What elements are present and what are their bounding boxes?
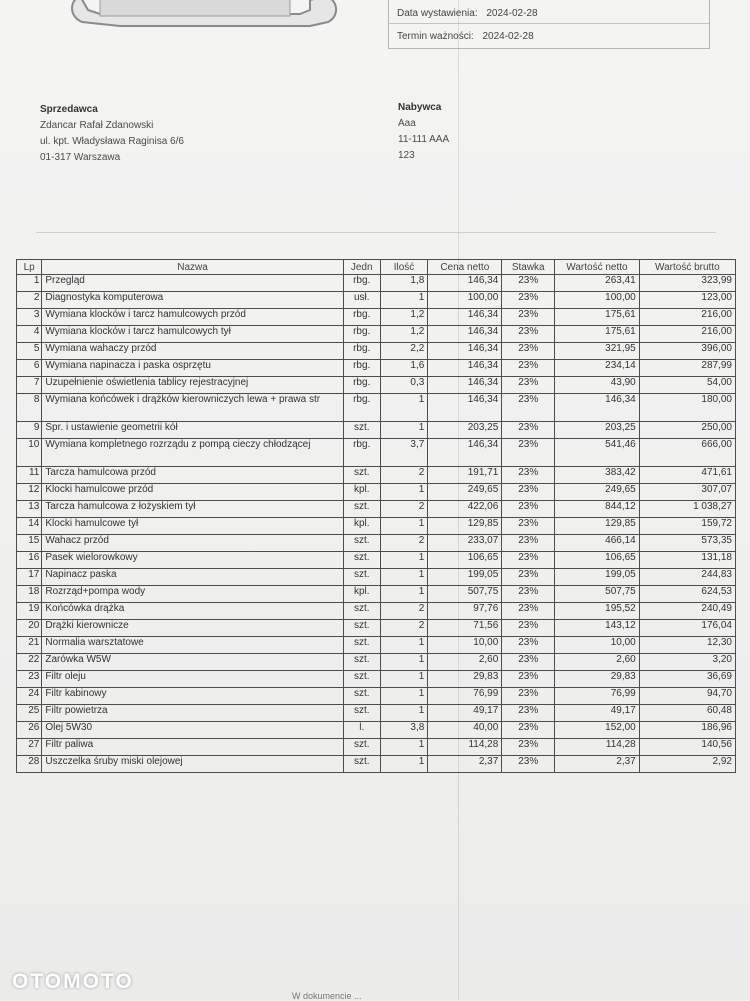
row-gross: 131,18 (639, 552, 735, 569)
col-header-gross: Wartość brutto (639, 260, 735, 275)
row-lp: 21 (17, 637, 42, 654)
row-net: 2,60 (555, 654, 640, 671)
row-lp: 7 (17, 377, 42, 394)
row-qty: 1 (380, 484, 428, 501)
row-vat: 23% (502, 326, 555, 343)
row-vat: 23% (502, 309, 555, 326)
row-vat: 23% (502, 518, 555, 535)
row-lp: 10 (17, 439, 42, 467)
table-row (17, 467, 736, 484)
row-price: 146,34 (428, 309, 502, 326)
table-row (17, 439, 736, 467)
due-date-value: 2024-02-28 (482, 31, 534, 42)
row-unit: usł. (343, 292, 380, 309)
buyer-line3: 123 (398, 150, 415, 161)
row-qty: 3,7 (380, 439, 428, 467)
row-price: 100,00 (428, 292, 502, 309)
row-qty: 2 (380, 535, 428, 552)
row-net: 143,12 (555, 620, 640, 637)
row-price: 507,75 (428, 586, 502, 603)
row-vat: 23% (502, 756, 555, 773)
row-vat: 23% (502, 501, 555, 518)
row-qty: 1 (380, 705, 428, 722)
row-vat: 23% (502, 671, 555, 688)
row-lp: 23 (17, 671, 42, 688)
row-name: Wymiana wahaczy przód (42, 343, 343, 360)
row-vat: 23% (502, 552, 555, 569)
row-unit: l. (343, 722, 380, 739)
seller-heading: Sprzedawca (40, 104, 98, 115)
row-gross: 1 038,27 (639, 501, 735, 518)
row-name: Wymiana napinacza i paska osprzętu (42, 360, 343, 377)
row-vat: 23% (502, 343, 555, 360)
row-net: 466,14 (555, 535, 640, 552)
table-row (17, 739, 736, 756)
row-price: 146,34 (428, 439, 502, 467)
row-net: 43,90 (555, 377, 640, 394)
row-price: 422,06 (428, 501, 502, 518)
row-unit: szt. (343, 756, 380, 773)
buyer-line2: 11-111 AAA (398, 134, 450, 145)
row-lp: 17 (17, 569, 42, 586)
col-header-name: Nazwa (42, 260, 343, 275)
table-row (17, 637, 736, 654)
row-vat: 23% (502, 422, 555, 439)
table-row (17, 688, 736, 705)
row-gross: 176,04 (639, 620, 735, 637)
row-unit: rbg. (343, 326, 380, 343)
otomoto-watermark: OTOMOTO (12, 970, 134, 993)
row-unit: szt. (343, 569, 380, 586)
table-row (17, 654, 736, 671)
row-net: 10,00 (555, 637, 640, 654)
table-row (17, 394, 736, 422)
row-net: 199,05 (555, 569, 640, 586)
row-qty: 3,8 (380, 722, 428, 739)
row-price: 203,25 (428, 422, 502, 439)
row-net: 383,42 (555, 467, 640, 484)
row-gross: 307,07 (639, 484, 735, 501)
row-price: 29,83 (428, 671, 502, 688)
row-price: 146,34 (428, 360, 502, 377)
row-gross: 2,92 (639, 756, 735, 773)
row-vat: 23% (502, 394, 555, 422)
row-name: Uszczelka śruby miski olejowej (42, 756, 343, 773)
row-lp: 20 (17, 620, 42, 637)
row-vat: 23% (502, 586, 555, 603)
row-lp: 28 (17, 756, 42, 773)
table-row (17, 422, 736, 439)
col-header-net: Wartość netto (555, 260, 640, 275)
row-unit: kpl. (343, 586, 380, 603)
row-vat: 23% (502, 377, 555, 394)
row-price: 249,65 (428, 484, 502, 501)
row-lp: 1 (17, 275, 42, 292)
row-vat: 23% (502, 722, 555, 739)
row-lp: 4 (17, 326, 42, 343)
row-vat: 23% (502, 360, 555, 377)
row-lp: 26 (17, 722, 42, 739)
row-gross: 60,48 (639, 705, 735, 722)
row-vat: 23% (502, 292, 555, 309)
row-unit: szt. (343, 705, 380, 722)
row-name: Klocki hamulcowe tył (42, 518, 343, 535)
row-gross: 36,69 (639, 671, 735, 688)
row-qty: 1 (380, 688, 428, 705)
row-qty: 1,2 (380, 309, 428, 326)
row-net: 507,75 (555, 586, 640, 603)
row-name: Klocki hamulcowe przód (42, 484, 343, 501)
due-date-label: Termin ważności: (397, 31, 474, 42)
row-gross: 471,61 (639, 467, 735, 484)
row-vat: 23% (502, 688, 555, 705)
row-qty: 1 (380, 654, 428, 671)
row-qty: 1 (380, 422, 428, 439)
row-price: 2,60 (428, 654, 502, 671)
row-name: Filtr powietrza (42, 705, 343, 722)
row-net: 76,99 (555, 688, 640, 705)
row-qty: 1 (380, 292, 428, 309)
row-gross: 240,49 (639, 603, 735, 620)
row-lp: 12 (17, 484, 42, 501)
row-price: 106,65 (428, 552, 502, 569)
row-net: 541,46 (555, 439, 640, 467)
table-row (17, 671, 736, 688)
row-name: Wymiana klocków i tarcz hamulcowych tył (42, 326, 343, 343)
table-row (17, 484, 736, 501)
row-name: Diagnostyka komputerowa (42, 292, 343, 309)
table-body (17, 275, 736, 773)
row-vat: 23% (502, 739, 555, 756)
footer-partial-text: W dokumencie ... (292, 991, 362, 1001)
row-name: Wymiana końcówek i drążków kierowniczych lewa + prawa str (42, 394, 343, 422)
row-net: 249,65 (555, 484, 640, 501)
row-vat: 23% (502, 705, 555, 722)
table-row (17, 535, 736, 552)
row-lp: 25 (17, 705, 42, 722)
row-name: Końcówka drążka (42, 603, 343, 620)
table-row (17, 309, 736, 326)
row-lp: 3 (17, 309, 42, 326)
row-unit: szt. (343, 654, 380, 671)
row-unit: szt. (343, 671, 380, 688)
row-name: Wymiana kompletnego rozrządu z pompą cieczy chłodzącej (42, 439, 343, 467)
row-lp: 11 (17, 467, 42, 484)
dates-box (388, 0, 710, 49)
row-net: 49,17 (555, 705, 640, 722)
row-gross: 123,00 (639, 292, 735, 309)
dates-divider (389, 23, 709, 24)
row-gross: 216,00 (639, 309, 735, 326)
row-name: Pasek wielorowkowy (42, 552, 343, 569)
row-lp: 27 (17, 739, 42, 756)
row-price: 199,05 (428, 569, 502, 586)
row-qty: 1 (380, 552, 428, 569)
row-price: 114,28 (428, 739, 502, 756)
row-price: 146,34 (428, 326, 502, 343)
row-price: 233,07 (428, 535, 502, 552)
row-name: Tarcza hamulcowa przód (42, 467, 343, 484)
row-qty: 2 (380, 501, 428, 518)
row-price: 76,99 (428, 688, 502, 705)
row-name: Olej 5W30 (42, 722, 343, 739)
row-vat: 23% (502, 620, 555, 637)
seller-name: Zdancar Rafał Zdanowski (40, 120, 154, 131)
buyer-block (398, 100, 449, 164)
row-lp: 8 (17, 394, 42, 422)
table-row (17, 620, 736, 637)
buyer-name: Aaa (398, 118, 416, 129)
seller-street: ul. kpt. Władysława Raginisa 6/6 (40, 136, 184, 147)
row-qty: 0,3 (380, 377, 428, 394)
row-qty: 2 (380, 467, 428, 484)
row-unit: szt. (343, 603, 380, 620)
row-unit: rbg. (343, 275, 380, 292)
row-net: 234,14 (555, 360, 640, 377)
col-header-price: Cena netto (428, 260, 502, 275)
row-unit: szt. (343, 688, 380, 705)
row-gross: 666,00 (639, 439, 735, 467)
row-net: 114,28 (555, 739, 640, 756)
row-price: 71,56 (428, 620, 502, 637)
due-date-row (397, 31, 540, 45)
row-gross: 3,20 (639, 654, 735, 671)
row-qty: 1 (380, 671, 428, 688)
table-header-row (17, 260, 736, 275)
row-lp: 15 (17, 535, 42, 552)
row-qty: 1 (380, 569, 428, 586)
row-unit: szt. (343, 739, 380, 756)
row-unit: szt. (343, 620, 380, 637)
row-vat: 23% (502, 467, 555, 484)
table-row (17, 552, 736, 569)
row-vat: 23% (502, 439, 555, 467)
row-qty: 1,2 (380, 326, 428, 343)
row-qty: 1 (380, 586, 428, 603)
row-qty: 2 (380, 620, 428, 637)
seller-city: 01-317 Warszawa (40, 152, 121, 163)
table-row (17, 518, 736, 535)
row-price: 2,37 (428, 756, 502, 773)
row-gross: 186,96 (639, 722, 735, 739)
row-vat: 23% (502, 484, 555, 501)
row-unit: rbg. (343, 439, 380, 467)
table-row (17, 343, 736, 360)
row-qty: 1 (380, 394, 428, 422)
row-net: 2,37 (555, 756, 640, 773)
row-unit: rbg. (343, 360, 380, 377)
table-row (17, 603, 736, 620)
row-lp: 24 (17, 688, 42, 705)
row-name: Wymiana klocków i tarcz hamulcowych przód (42, 309, 343, 326)
row-unit: szt. (343, 637, 380, 654)
row-net: 844,12 (555, 501, 640, 518)
row-lp: 16 (17, 552, 42, 569)
row-gross: 244,83 (639, 569, 735, 586)
table-row (17, 326, 736, 343)
row-net: 175,61 (555, 309, 640, 326)
row-qty: 1 (380, 518, 428, 535)
row-gross: 216,00 (639, 326, 735, 343)
buyer-heading: Nabywca (398, 102, 442, 113)
row-unit: szt. (343, 501, 380, 518)
section-divider (36, 232, 716, 233)
row-net: 106,65 (555, 552, 640, 569)
row-unit: rbg. (343, 377, 380, 394)
row-qty: 1,6 (380, 360, 428, 377)
table-row (17, 377, 736, 394)
row-unit: szt. (343, 422, 380, 439)
row-net: 263,41 (555, 275, 640, 292)
row-name: Wahacz przód (42, 535, 343, 552)
col-header-unit: Jedn (343, 260, 380, 275)
row-net: 29,83 (555, 671, 640, 688)
row-gross: 12,30 (639, 637, 735, 654)
row-lp: 19 (17, 603, 42, 620)
row-vat: 23% (502, 275, 555, 292)
row-name: Normalia warsztatowe (42, 637, 343, 654)
col-header-qty: Ilość (380, 260, 428, 275)
table-row (17, 756, 736, 773)
row-net: 146,34 (555, 394, 640, 422)
row-unit: szt. (343, 552, 380, 569)
row-lp: 9 (17, 422, 42, 439)
row-qty: 2,2 (380, 343, 428, 360)
row-price: 97,76 (428, 603, 502, 620)
row-qty: 1 (380, 637, 428, 654)
row-gross: 180,00 (639, 394, 735, 422)
row-qty: 2 (380, 603, 428, 620)
row-price: 129,85 (428, 518, 502, 535)
items-table (16, 259, 736, 773)
row-name: Drążki kierownicze (42, 620, 343, 637)
row-price: 146,34 (428, 377, 502, 394)
row-name: Tarcza hamulcowa z łożyskiem tył (42, 501, 343, 518)
row-name: Napinacz paska (42, 569, 343, 586)
row-gross: 287,99 (639, 360, 735, 377)
col-header-vat: Stawka (502, 260, 555, 275)
row-lp: 2 (17, 292, 42, 309)
row-unit: kpl. (343, 518, 380, 535)
row-net: 175,61 (555, 326, 640, 343)
issue-date-value: 2024-02-28 (486, 8, 538, 19)
row-vat: 23% (502, 569, 555, 586)
row-name: Filtr kabinowy (42, 688, 343, 705)
row-price: 40,00 (428, 722, 502, 739)
row-vat: 23% (502, 637, 555, 654)
row-gross: 140,56 (639, 739, 735, 756)
row-price: 146,34 (428, 394, 502, 422)
row-name: Spr. i ustawienie geometrii kół (42, 422, 343, 439)
issue-date-label: Data wystawienia: (397, 8, 478, 19)
seller-block (40, 102, 184, 166)
table-row (17, 705, 736, 722)
row-gross: 250,00 (639, 422, 735, 439)
row-gross: 54,00 (639, 377, 735, 394)
issue-date-row (397, 8, 544, 22)
row-lp: 5 (17, 343, 42, 360)
row-qty: 1 (380, 756, 428, 773)
row-gross: 323,99 (639, 275, 735, 292)
row-vat: 23% (502, 603, 555, 620)
table-row (17, 275, 736, 292)
table-row (17, 569, 736, 586)
row-price: 10,00 (428, 637, 502, 654)
row-lp: 6 (17, 360, 42, 377)
row-vat: 23% (502, 535, 555, 552)
row-name: Filtr paliwa (42, 739, 343, 756)
row-gross: 94,70 (639, 688, 735, 705)
row-lp: 22 (17, 654, 42, 671)
row-lp: 13 (17, 501, 42, 518)
row-lp: 14 (17, 518, 42, 535)
row-gross: 159,72 (639, 518, 735, 535)
row-unit: kpl. (343, 484, 380, 501)
row-net: 195,52 (555, 603, 640, 620)
table-row (17, 586, 736, 603)
row-gross: 573,35 (639, 535, 735, 552)
row-qty: 1,8 (380, 275, 428, 292)
row-name: Żarówka W5W (42, 654, 343, 671)
row-name: Filtr oleju (42, 671, 343, 688)
row-gross: 624,53 (639, 586, 735, 603)
row-price: 146,34 (428, 275, 502, 292)
table-row (17, 292, 736, 309)
row-name: Rozrząd+pompa wody (42, 586, 343, 603)
row-qty: 1 (380, 739, 428, 756)
row-net: 152,00 (555, 722, 640, 739)
company-logo-icon (60, 0, 340, 38)
row-net: 321,95 (555, 343, 640, 360)
table-row (17, 501, 736, 518)
row-lp: 18 (17, 586, 42, 603)
table-row (17, 360, 736, 377)
row-unit: rbg. (343, 394, 380, 422)
row-name: Uzupełnienie oświetlenia tablicy rejestracyjnej (42, 377, 343, 394)
row-name: Przegląd (42, 275, 343, 292)
row-unit: szt. (343, 467, 380, 484)
row-unit: rbg. (343, 343, 380, 360)
row-gross: 396,00 (639, 343, 735, 360)
row-net: 129,85 (555, 518, 640, 535)
row-price: 191,71 (428, 467, 502, 484)
row-net: 100,00 (555, 292, 640, 309)
row-net: 203,25 (555, 422, 640, 439)
table-row (17, 722, 736, 739)
row-price: 49,17 (428, 705, 502, 722)
row-vat: 23% (502, 654, 555, 671)
row-unit: szt. (343, 535, 380, 552)
row-price: 146,34 (428, 343, 502, 360)
row-unit: rbg. (343, 309, 380, 326)
col-header-lp: Lp (17, 260, 42, 275)
